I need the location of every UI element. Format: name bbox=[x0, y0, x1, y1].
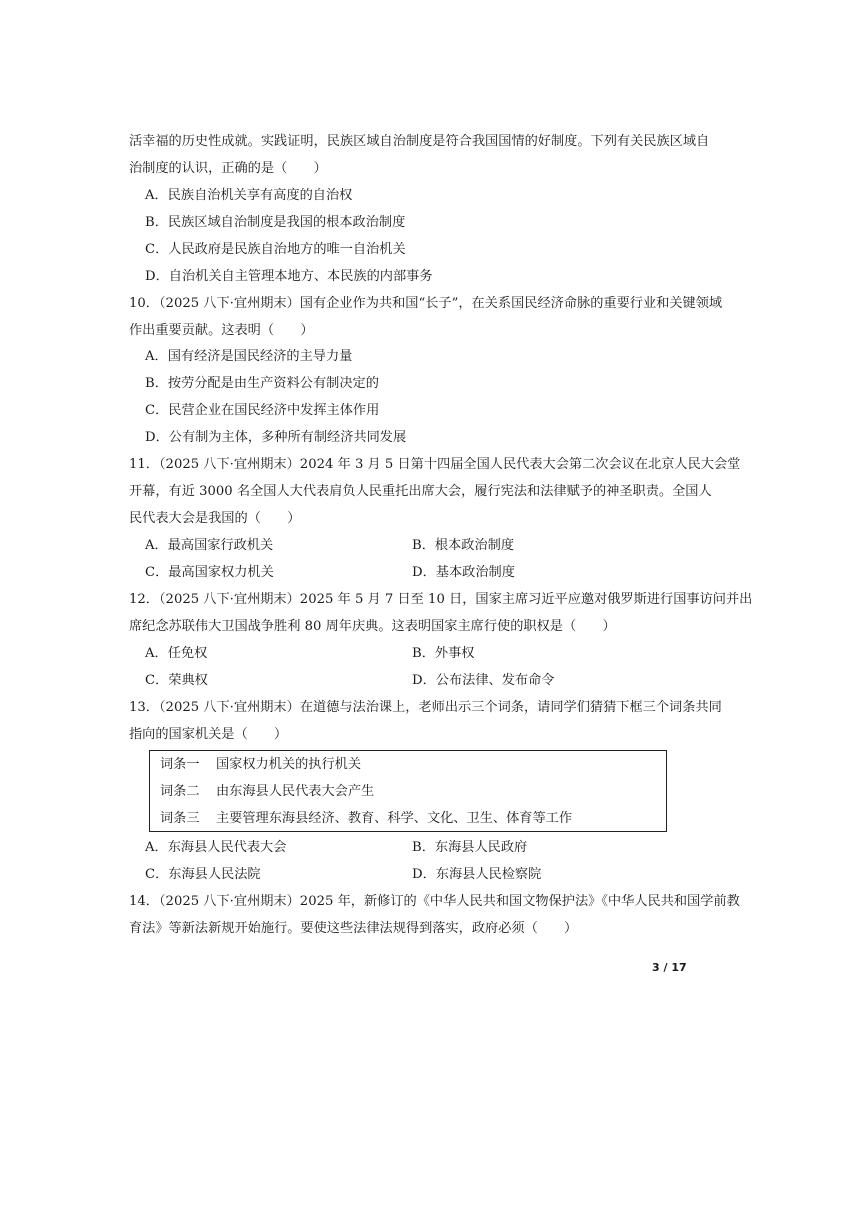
q12-option-c: C．荣典权 bbox=[145, 673, 208, 688]
q12-stem-line-2: 席纪念苏联伟大卫国战争胜利 80 周年庆典。这表明国家主席行使的职权是（ ） bbox=[129, 619, 616, 634]
q11-stem-line-3: 民代表大会是我国的（ ） bbox=[129, 511, 301, 526]
q14-stem-line-1: 14．（2025 八下·宜州期末）2025 年，新修订的《中华人民共和国文物保护法》《中华人民共和国学前教 bbox=[129, 894, 740, 909]
q9-option-c: C．人民政府是民族自治地方的唯一自治机关 bbox=[145, 242, 406, 257]
q13-stem-line-1: 13．（2025 八下·宜州期末）在道德与法治课上，老师出示三个词条，请同学们猜猜下框三个词条共同 bbox=[129, 700, 722, 715]
q10-stem-line-1: 10．（2025 八下·宜州期末）国有企业作为共和国“长子”，在关系国民经济命脉的重要行业和关键领域 bbox=[129, 296, 723, 311]
q10-option-a: A．国有经济是国民经济的主导力量 bbox=[145, 349, 353, 364]
q13-entry-1-key: 词条一 bbox=[160, 757, 200, 772]
q9-stem-line-2: 治制度的认识，正确的是（ ） bbox=[129, 161, 327, 176]
q13-entry-2 bbox=[160, 783, 374, 801]
q11-option-d: D．基本政治制度 bbox=[412, 565, 515, 580]
q11-option-b: B．根本政治制度 bbox=[412, 538, 515, 553]
q13-option-d: D．东海县人民检察院 bbox=[412, 867, 542, 882]
q9-option-d: D．自治机关自主管理本地方、本民族的内部事务 bbox=[145, 269, 433, 284]
q10-option-d: D．公有制为主体，多种所有制经济共同发展 bbox=[145, 430, 407, 445]
q14-stem-line-2: 育法》等新法新规开始施行。要使这些法律法规得到落实，政府必须（ ） bbox=[129, 921, 578, 936]
q10-option-b: B．按劳分配是由生产资料公有制决定的 bbox=[145, 376, 379, 391]
q12-option-b: B．外事权 bbox=[412, 646, 475, 661]
q13-entry-3-key: 词条三 bbox=[160, 811, 200, 826]
q13-entry-3 bbox=[160, 810, 572, 828]
q11-stem-line-1: 11．（2025 八下·宜州期末）2024 年 3 月 5 日第十四届全国人民代表大会第二次会议在北京人民大会堂 bbox=[129, 457, 741, 472]
page-number: 3 / 17 bbox=[652, 961, 687, 974]
q13-entry-1 bbox=[160, 756, 361, 774]
q13-entry-box bbox=[149, 750, 667, 832]
q13-stem-line-2: 指向的国家机关是（ ） bbox=[129, 727, 288, 742]
q11-option-a: A．最高国家行政机关 bbox=[145, 538, 274, 553]
q9-option-a: A．民族自治机关享有高度的自治权 bbox=[145, 188, 353, 203]
q13-option-b: B．东海县人民政府 bbox=[412, 840, 528, 855]
q12-option-a: A．任免权 bbox=[145, 646, 208, 661]
q10-stem-line-2: 作出重要贡献。这表明（ ） bbox=[129, 323, 314, 338]
q13-entry-2-key: 词条二 bbox=[160, 784, 200, 799]
q13-entry-1-text: 国家权力机关的执行机关 bbox=[216, 757, 362, 772]
q13-entry-3-text: 主要管理东海县经济、教育、科学、文化、卫生、体育等工作 bbox=[216, 811, 573, 826]
q13-entry-2-text: 由东海县人民代表大会产生 bbox=[216, 784, 375, 799]
q11-stem-line-2: 开幕，有近 3000 名全国人大代表肩负人民重托出席大会，履行宪法和法律赋予的神圣职责。全国人 bbox=[129, 484, 712, 499]
q11-option-c: C．最高国家权力机关 bbox=[145, 565, 274, 580]
q9-option-b: B．民族区域自治制度是我国的根本政治制度 bbox=[145, 215, 406, 230]
q10-option-c: C．民营企业在国民经济中发挥主体作用 bbox=[145, 403, 380, 418]
q12-option-d: D．公布法律、发布命令 bbox=[412, 673, 555, 688]
q13-option-a: A．东海县人民代表大会 bbox=[145, 840, 287, 855]
q9-stem-line-1: 活幸福的历史性成就。实践证明，民族区域自治制度是符合我国国情的好制度。下列有关民族区域自 bbox=[129, 134, 710, 149]
q12-stem-line-1: 12．（2025 八下·宜州期末）2025 年 5 月 7 日至 10 日，国家主席习近平应邀对俄罗斯进行国事访问并出 bbox=[129, 592, 753, 607]
q13-option-c: C．东海县人民法院 bbox=[145, 867, 261, 882]
